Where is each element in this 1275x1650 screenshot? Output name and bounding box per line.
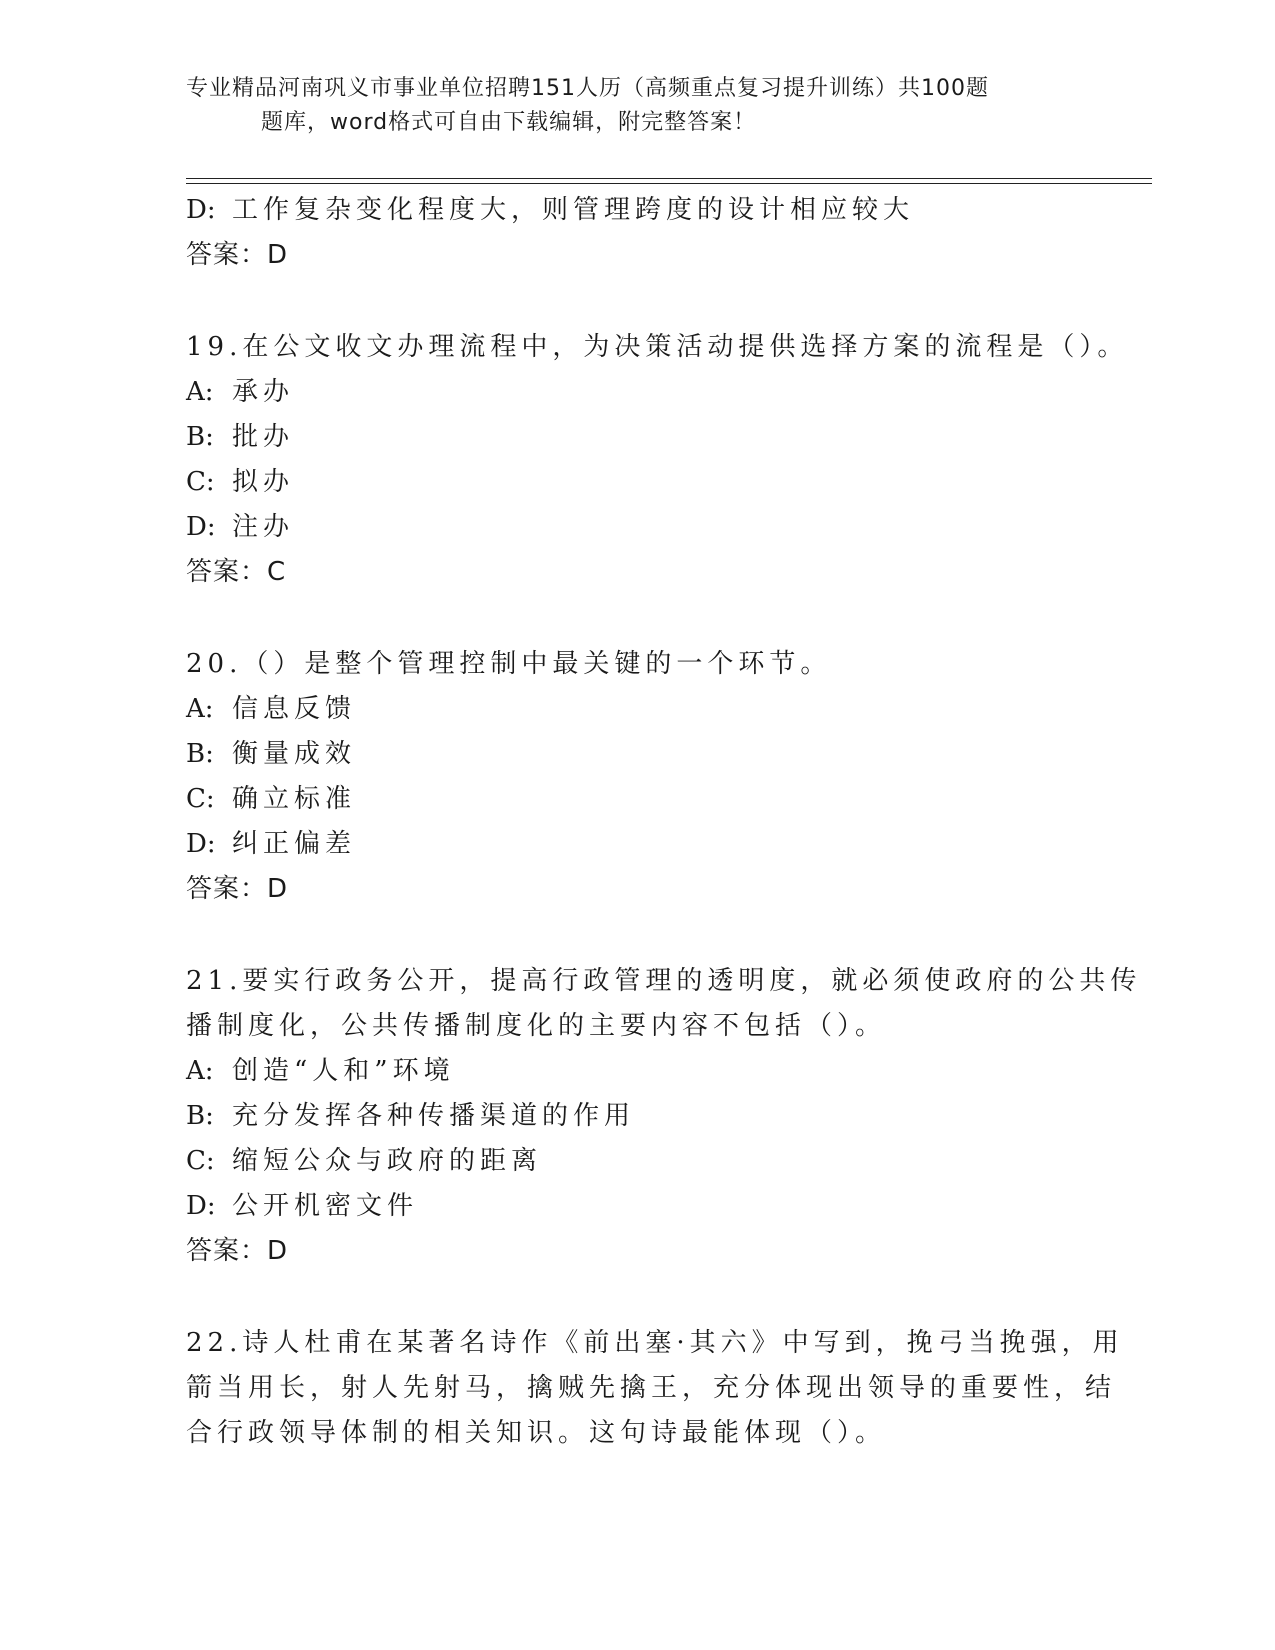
option-key: A:	[186, 694, 214, 724]
header-divider-top	[186, 178, 1152, 179]
header-title-line2: 题库，word格式可自由下载编辑，附完整答案！	[261, 110, 757, 135]
carryover-option	[186, 188, 1086, 233]
question-stem-line: 19.在公文收文办理流程中，为决策活动提供选择方案的流程是（）。	[186, 332, 1129, 362]
document-header	[186, 72, 1066, 140]
option-key: C:	[186, 467, 215, 497]
option-key: B:	[186, 422, 214, 452]
option-c	[186, 1139, 1086, 1184]
option-text: 拟办	[232, 467, 295, 497]
option-text: 充分发挥各种传播渠道的作用	[232, 1101, 636, 1131]
option-key: A:	[186, 1056, 214, 1086]
question-stem-line: 箭当用长，射人先射马，擒贼先擒王，充分体现出领导的重要性，结	[186, 1373, 1117, 1403]
question-answer: 答案：D	[186, 1236, 289, 1266]
question-21	[186, 959, 1142, 1274]
question-stem-line: 22.诗人杜甫在某著名诗作《前出塞·其六》中写到，挽弓当挽强，用	[186, 1328, 1124, 1358]
header-title-line1: 专业精品河南巩义市事业单位招聘151人历（高频重点复习提升训练）共100题	[186, 76, 989, 101]
question-19	[186, 325, 1129, 595]
option-key: D:	[186, 829, 216, 859]
option-text: 确立标准	[232, 784, 357, 814]
option-text: 信息反馈	[232, 694, 357, 724]
option-a	[186, 370, 1086, 415]
option-text: 注办	[232, 512, 295, 542]
option-text: 衡量成效	[232, 739, 357, 769]
question-22	[186, 1321, 1124, 1456]
option-key: B:	[186, 1101, 214, 1131]
carryover-answer: 答案：D	[186, 240, 289, 270]
option-b	[186, 1094, 1086, 1139]
option-b	[186, 415, 1086, 460]
option-d	[186, 505, 1086, 550]
option-text: 承办	[232, 377, 295, 407]
option-text: 创造“人和”环境	[232, 1056, 455, 1086]
option-text: 批办	[232, 422, 295, 452]
question-answer: 答案：D	[186, 874, 289, 904]
question-answer: 答案：C	[186, 557, 287, 587]
option-a	[186, 687, 1086, 732]
option-key: D:	[186, 195, 216, 225]
option-text: 工作复杂变化程度大，则管理跨度的设计相应较大	[232, 195, 915, 225]
option-key: B:	[186, 739, 214, 769]
question-stem-line: 播制度化，公共传播制度化的主要内容不包括（）。	[186, 1011, 887, 1041]
question-stem-line: 20.（）是整个管理控制中最关键的一个环节。	[186, 649, 832, 679]
option-key: C:	[186, 784, 215, 814]
option-a	[186, 1049, 1086, 1094]
option-d	[186, 822, 1086, 867]
option-text: 纠正偏差	[232, 829, 357, 859]
option-key: C:	[186, 1146, 215, 1176]
option-text: 缩短公众与政府的距离	[232, 1146, 543, 1176]
question-20	[186, 642, 1086, 912]
option-key: D:	[186, 1191, 216, 1221]
question-stem-line: 合行政领导体制的相关知识。这句诗最能体现（）。	[186, 1418, 887, 1448]
option-c	[186, 777, 1086, 822]
option-b	[186, 732, 1086, 777]
header-divider-bottom	[186, 183, 1152, 184]
option-key: A:	[186, 377, 214, 407]
option-text: 公开机密文件	[232, 1191, 419, 1221]
option-key: D:	[186, 512, 216, 542]
option-c	[186, 460, 1086, 505]
question-content	[186, 188, 1142, 1456]
option-d	[186, 1184, 1086, 1229]
question-stem-line: 21.要实行政务公开，提高行政管理的透明度，就必须使政府的公共传	[186, 966, 1142, 996]
